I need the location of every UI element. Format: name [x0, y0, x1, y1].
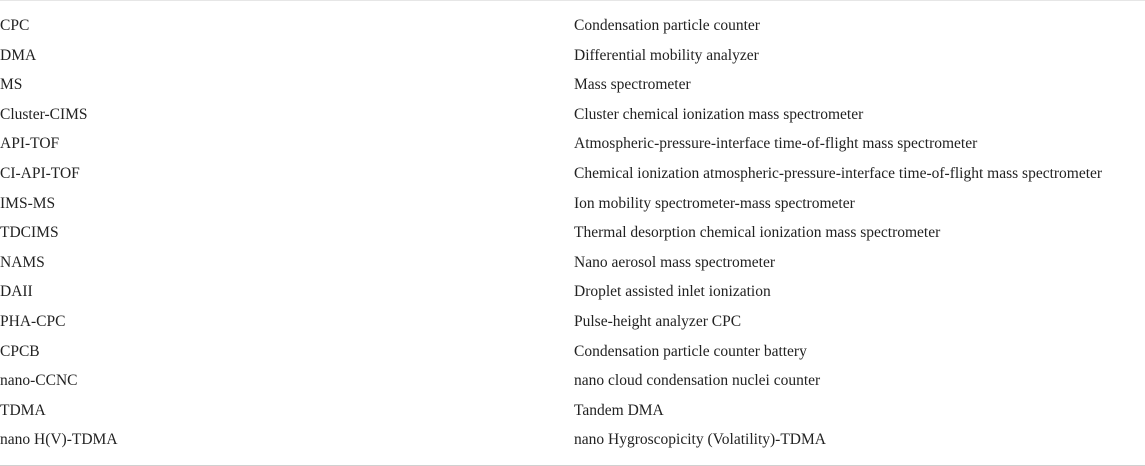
definition-cell: Mass spectrometer [574, 76, 691, 94]
definition-cell: Differential mobility analyzer [574, 46, 759, 64]
abbreviation-cell: nano H(V)-TDMA [0, 431, 118, 449]
abbreviation-cell: TDCIMS [0, 224, 59, 242]
definition-cell: Cluster chemical ionization mass spectrometer [574, 105, 864, 123]
table-row [0, 277, 1145, 307]
definition-cell: nano cloud condensation nuclei counter [574, 372, 821, 390]
table-row [0, 189, 1145, 219]
definition-cell: Condensation particle counter battery [574, 342, 807, 360]
definition-cell: Thermal desorption chemical ionization mass spectrometer [574, 224, 941, 242]
table-row [0, 0, 1145, 41]
definition-cell: Chemical ionization atmospheric-pressure-interface time-of-flight mass spectrometer [574, 164, 1103, 182]
abbreviation-cell: nano-CCNC [0, 372, 78, 390]
table-row [0, 129, 1145, 159]
abbreviation-cell: TDMA [0, 401, 46, 419]
definition-cell: Tandem DMA [574, 401, 664, 419]
table-row [0, 366, 1145, 396]
abbreviation-cell: CPCB [0, 342, 40, 360]
abbreviation-cell: Cluster-CIMS [0, 105, 88, 123]
table-row [0, 41, 1145, 71]
abbreviation-cell: PHA-CPC [0, 312, 66, 330]
definition-cell: Pulse-height analyzer CPC [574, 312, 742, 330]
definition-cell: Atmospheric-pressure-interface time-of-flight mass spectrometer [574, 135, 978, 153]
abbreviation-cell: NAMS [0, 253, 45, 271]
table-row [0, 307, 1145, 337]
abbreviation-cell: CI-API-TOF [0, 164, 80, 182]
table-row [0, 159, 1145, 189]
abbreviation-cell: IMS-MS [0, 194, 56, 212]
table-row [0, 100, 1145, 130]
table-row [0, 218, 1145, 248]
definition-cell: Nano aerosol mass spectrometer [574, 253, 776, 271]
definition-cell: nano Hygroscopicity (Volatility)-TDMA [574, 431, 826, 449]
abbreviation-cell: CPC [0, 17, 30, 34]
definition-cell: Ion mobility spectrometer-mass spectrometer [574, 194, 855, 212]
abbreviation-cell: DMA [0, 46, 37, 64]
definition-cell: Droplet assisted inlet ionization [574, 283, 771, 301]
table-row [0, 248, 1145, 278]
abbreviation-cell: DAII [0, 283, 33, 301]
abbreviation-cell: MS [0, 76, 23, 94]
abbreviation-cell: API-TOF [0, 135, 60, 153]
table-row [0, 425, 1145, 455]
table-row [0, 396, 1145, 426]
table-row [0, 70, 1145, 100]
table-row [0, 337, 1145, 367]
definition-cell: Condensation particle counter [574, 17, 760, 34]
